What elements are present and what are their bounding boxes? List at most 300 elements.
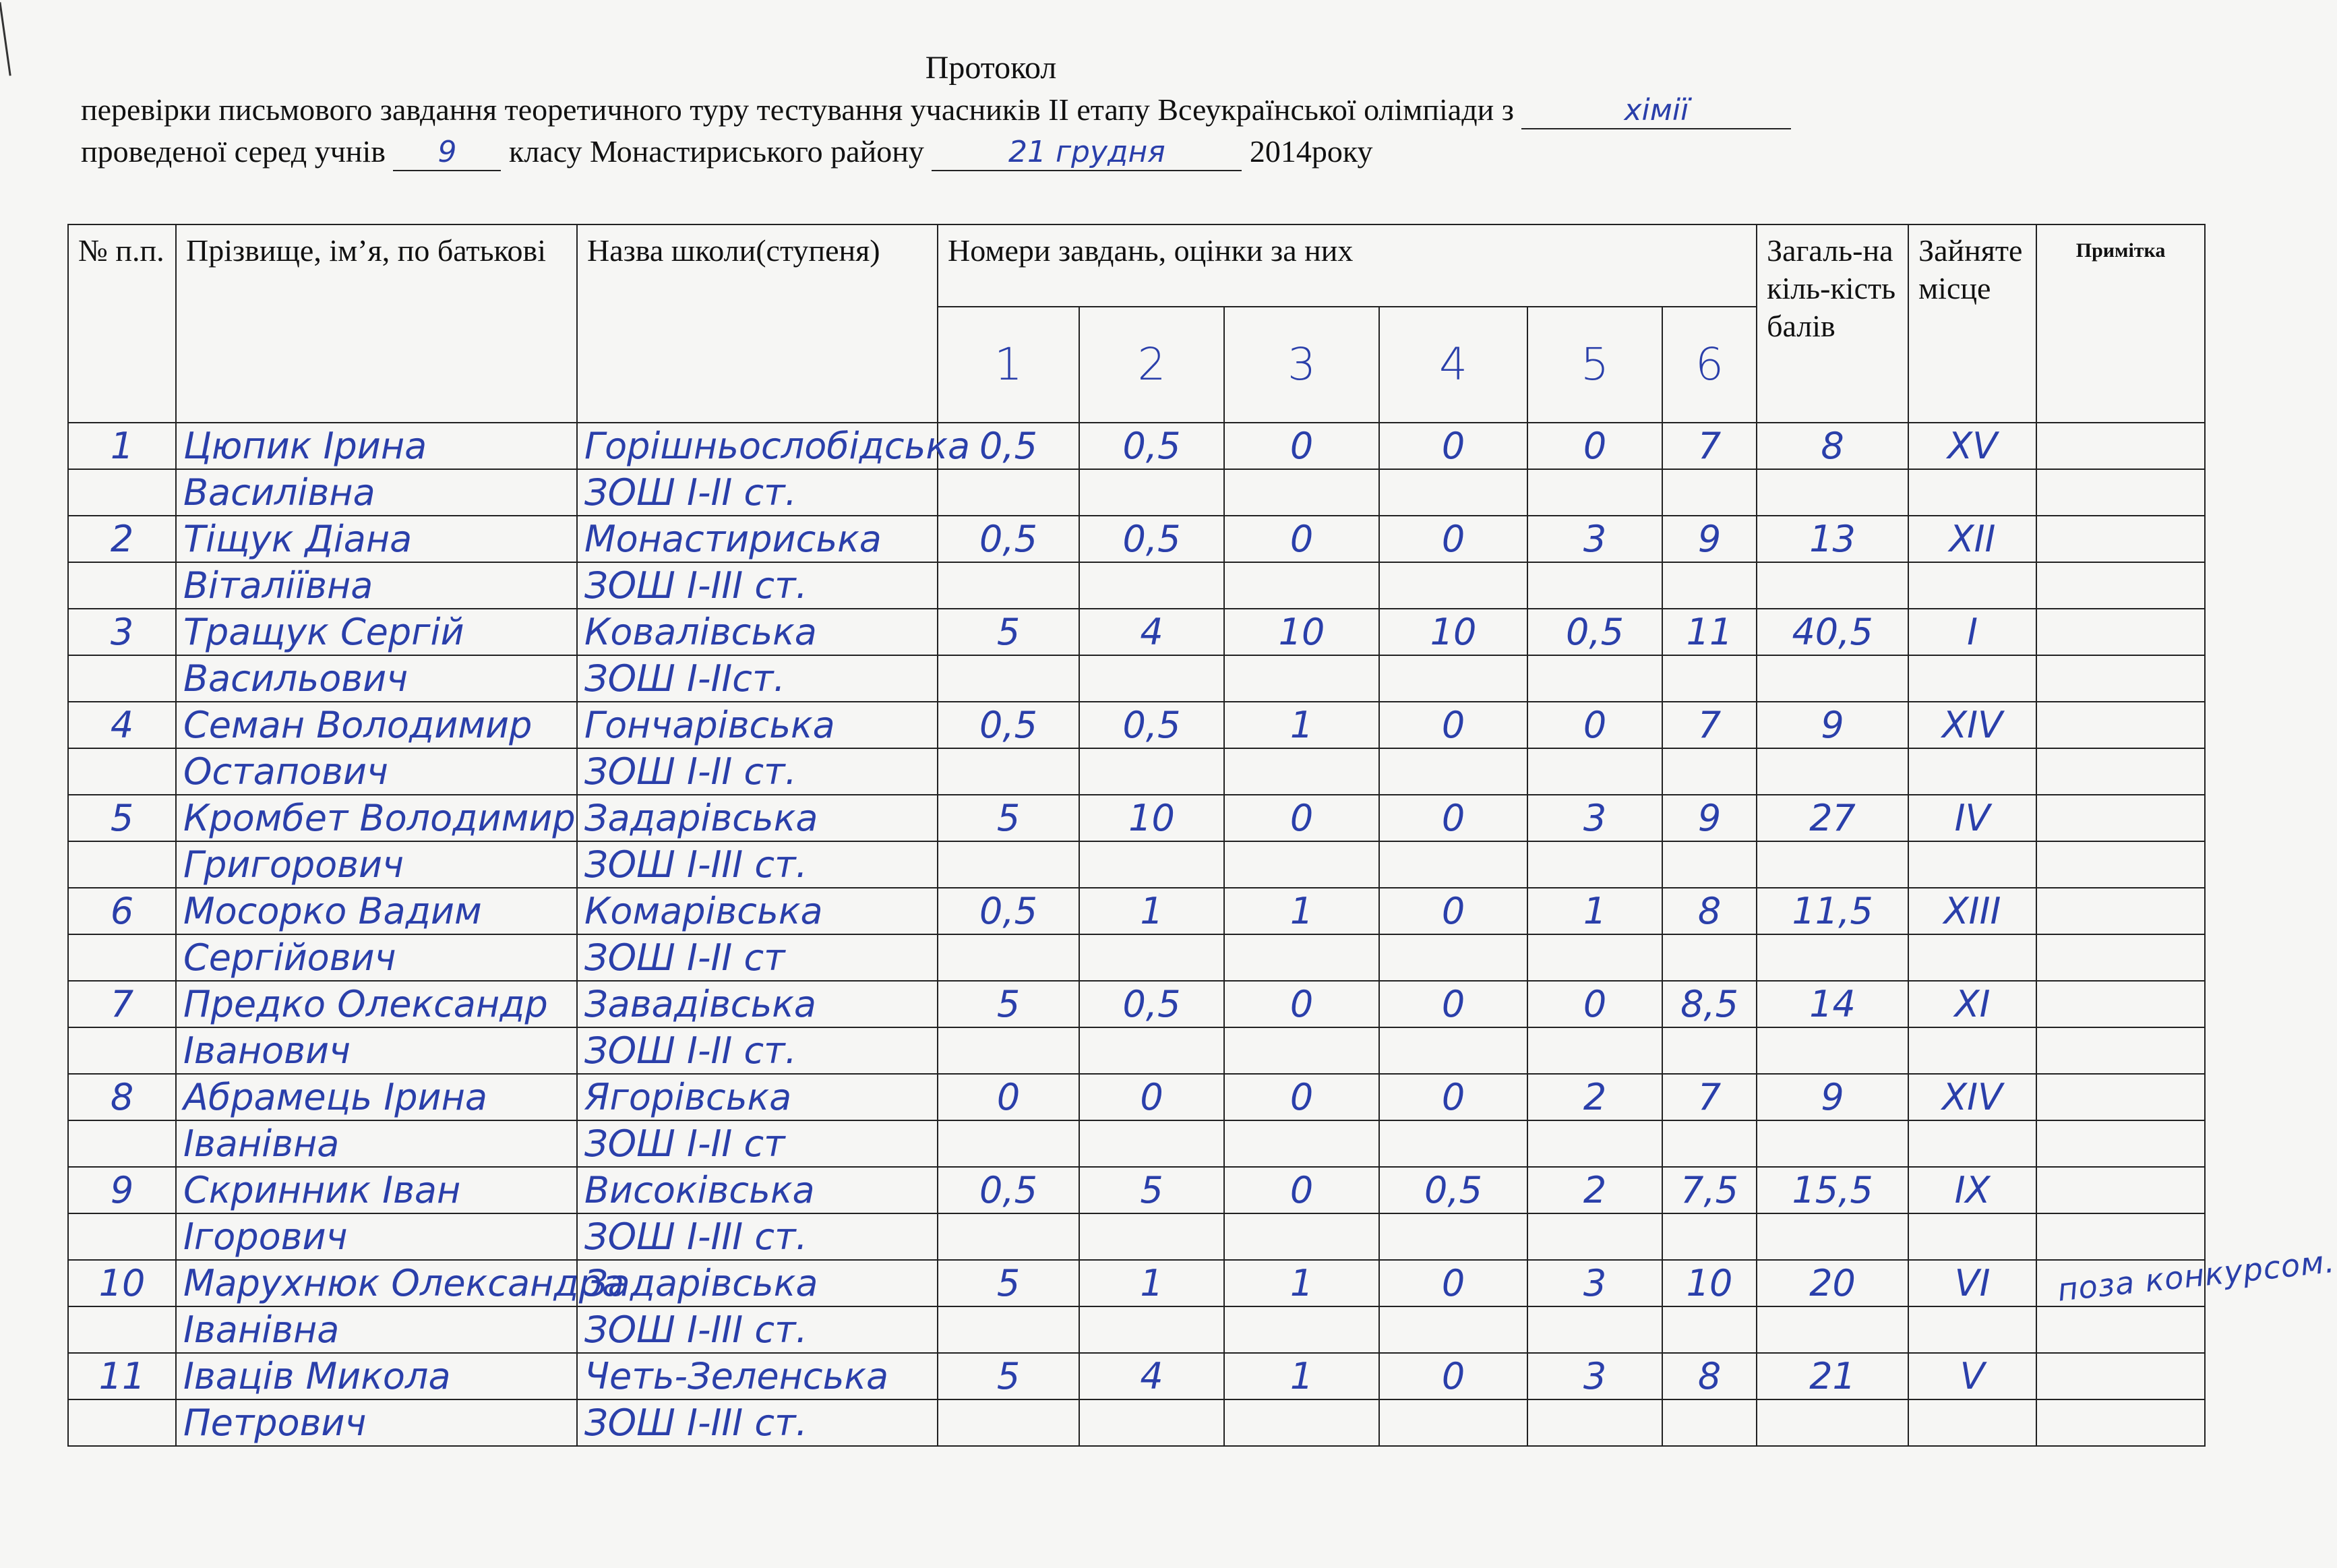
school-level: ЗОШ І-ІІІ ст. [577, 841, 938, 888]
score-cell-empty [938, 1306, 1079, 1353]
score-cell-empty [1379, 748, 1527, 795]
score-cell-empty [1079, 469, 1224, 516]
place: IX [1908, 1167, 2036, 1213]
place-cell-empty [1908, 469, 2036, 516]
score-task-4: 0 [1379, 702, 1527, 748]
score-cell-empty [1379, 469, 1527, 516]
score-cell-empty [1662, 1120, 1757, 1167]
student-patronymic: Григорович [176, 841, 577, 888]
total-score: 20 [1757, 1260, 1908, 1306]
results-table [67, 224, 2337, 1447]
total-score: 27 [1757, 795, 1908, 841]
table-row [68, 702, 2205, 748]
score-cell-empty [1662, 1027, 1757, 1074]
student-patronymic: Іванович [176, 1027, 577, 1074]
student-patronymic: Іванівна [176, 1120, 577, 1167]
score-task-1: 5 [938, 609, 1079, 655]
score-cell-empty [1662, 655, 1757, 702]
score-task-2: 5 [1079, 1167, 1224, 1213]
school-name: Ковалівська [577, 609, 938, 655]
note [2034, 879, 2207, 943]
score-cell-empty [1527, 934, 1662, 981]
score-task-6: 8 [1662, 888, 1757, 934]
score-task-2: 4 [1079, 609, 1224, 655]
score-cell-empty [1527, 1213, 1662, 1260]
total-cell-empty [1757, 562, 1908, 609]
row-number-continuation [68, 934, 176, 981]
score-cell-empty [1662, 934, 1757, 981]
table-row-continuation [68, 1399, 2205, 1446]
col-header-school: Назва школи(ступеня) [577, 224, 938, 423]
score-task-3: 1 [1224, 1260, 1379, 1306]
score-cell-empty [1224, 1399, 1379, 1446]
score-task-4: 10 [1379, 609, 1527, 655]
school-level: ЗОШ І-ІІ ст. [577, 469, 938, 516]
score-cell-empty [1379, 1027, 1527, 1074]
score-cell-empty [1662, 841, 1757, 888]
school-level: ЗОШ І-ІІст. [577, 655, 938, 702]
student-surname-name: Мосорко Вадим [176, 888, 577, 934]
score-task-3: 1 [1224, 702, 1379, 748]
table-row-continuation [68, 562, 2205, 609]
score-cell-empty [938, 1399, 1079, 1446]
row-number-continuation [68, 655, 176, 702]
score-task-5: 2 [1527, 1167, 1662, 1213]
student-patronymic: Іванівна [176, 1306, 577, 1353]
student-patronymic: Васильович [176, 655, 577, 702]
score-task-1: 5 [938, 1353, 1079, 1399]
score-cell-empty [938, 1120, 1079, 1167]
student-surname-name: Предко Олександр [176, 981, 577, 1027]
score-task-2: 4 [1079, 1353, 1224, 1399]
score-task-2: 0,5 [1079, 516, 1224, 562]
table-row [68, 609, 2205, 655]
place: I [1908, 609, 2036, 655]
score-task-1: 0,5 [938, 702, 1079, 748]
score-task-2: 0,5 [1079, 702, 1224, 748]
note: поза конкурсом. [2034, 1251, 2207, 1315]
score-task-3: 0 [1224, 795, 1379, 841]
student-surname-name: Скринник Іван [176, 1167, 577, 1213]
row-number-continuation [68, 1399, 176, 1446]
score-cell-empty [938, 562, 1079, 609]
col-header-place: Зайняте місце [1908, 224, 2036, 423]
score-cell-empty [1527, 469, 1662, 516]
score-cell-empty [1379, 1306, 1527, 1353]
total-score: 9 [1757, 702, 1908, 748]
total-cell-empty [1757, 655, 1908, 702]
score-cell-empty [1079, 934, 1224, 981]
place: V [1908, 1353, 2036, 1399]
total-score: 8 [1757, 423, 1908, 469]
score-cell-empty [938, 469, 1079, 516]
table-row-continuation [68, 1027, 2205, 1074]
row-number-continuation [68, 469, 176, 516]
total-score: 21 [1757, 1353, 1908, 1399]
row-number: 7 [68, 981, 176, 1027]
student-surname-name: Іваців Микола [176, 1353, 577, 1399]
score-task-1: 5 [938, 981, 1079, 1027]
table-row [68, 423, 2205, 469]
school-level: ЗОШ І-ІІІ ст. [577, 1213, 938, 1260]
school-level: ЗОШ І-ІІ ст. [577, 1027, 938, 1074]
total-cell-empty [1757, 469, 1908, 516]
row-number-continuation [68, 841, 176, 888]
table-row-continuation [68, 1213, 2205, 1260]
place: XIV [1908, 1074, 2036, 1120]
score-task-4: 0 [1379, 981, 1527, 1027]
score-cell-empty [938, 841, 1079, 888]
col-header-note: Примітка [2036, 224, 2205, 423]
score-task-3: 0 [1224, 1074, 1379, 1120]
score-task-3: 0 [1224, 423, 1379, 469]
score-cell-empty [1527, 655, 1662, 702]
total-score: 14 [1757, 981, 1908, 1027]
score-task-5: 0 [1527, 423, 1662, 469]
note-cell-empty [2036, 1399, 2205, 1446]
score-cell-empty [1079, 1399, 1224, 1446]
place-cell-empty [1908, 841, 2036, 888]
score-task-2: 1 [1079, 888, 1224, 934]
place-cell-empty [1908, 1306, 2036, 1353]
score-task-2: 0,5 [1079, 423, 1224, 469]
total-cell-empty [1757, 841, 1908, 888]
date-field: 21 грудня [932, 135, 1242, 171]
row-number: 1 [68, 423, 176, 469]
total-score: 11,5 [1757, 888, 1908, 934]
score-task-3: 1 [1224, 888, 1379, 934]
score-task-5: 3 [1527, 1260, 1662, 1306]
row-number-continuation [68, 1120, 176, 1167]
score-cell-empty [938, 748, 1079, 795]
place-cell-empty [1908, 562, 2036, 609]
place-cell-empty [1908, 1213, 2036, 1260]
score-cell-empty [1224, 1306, 1379, 1353]
score-task-6: 7 [1662, 1074, 1757, 1120]
score-cell-empty [1224, 841, 1379, 888]
score-task-4: 0 [1379, 1260, 1527, 1306]
total-score: 9 [1757, 1074, 1908, 1120]
score-cell-empty [1662, 748, 1757, 795]
score-task-3: 0 [1224, 981, 1379, 1027]
student-surname-name: Марухнюк Олександра [176, 1260, 577, 1306]
score-task-1: 5 [938, 1260, 1079, 1306]
score-task-3: 0 [1224, 1167, 1379, 1213]
score-task-3: 1 [1224, 1353, 1379, 1399]
row-number: 6 [68, 888, 176, 934]
place: XII [1908, 516, 2036, 562]
table-row-continuation [68, 1120, 2205, 1167]
place-cell-empty [1908, 1399, 2036, 1446]
score-cell-empty [1527, 841, 1662, 888]
score-task-5: 0,5 [1527, 609, 1662, 655]
total-cell-empty [1757, 1399, 1908, 1446]
row-number-continuation [68, 1306, 176, 1353]
score-cell-empty [1527, 748, 1662, 795]
table-row [68, 1353, 2205, 1399]
student-patronymic: Василівна [176, 469, 577, 516]
results-rows [68, 423, 2337, 1446]
score-cell-empty [1379, 655, 1527, 702]
student-surname-name: Цюпик Ірина [176, 423, 577, 469]
score-task-1: 0 [938, 1074, 1079, 1120]
school-level: ЗОШ І-ІІІ ст. [577, 562, 938, 609]
score-cell-empty [1224, 1027, 1379, 1074]
table-row [68, 1260, 2205, 1306]
place: IV [1908, 795, 2036, 841]
place: XIV [1908, 702, 2036, 748]
score-task-1: 0,5 [938, 516, 1079, 562]
score-cell-empty [1662, 1306, 1757, 1353]
score-cell-empty [1379, 934, 1527, 981]
place-cell-empty [1908, 934, 2036, 981]
score-cell-empty [1079, 1027, 1224, 1074]
score-cell-empty [1079, 655, 1224, 702]
table-row [68, 1167, 2205, 1213]
protocol-header [81, 47, 2238, 173]
task-number-4: 4 [1379, 307, 1527, 423]
school-level: ЗОШ І-ІІ ст [577, 934, 938, 981]
student-surname-name: Семан Володимир [176, 702, 577, 748]
score-task-5: 0 [1527, 702, 1662, 748]
task-number-3: 3 [1224, 307, 1379, 423]
score-cell-empty [1527, 1399, 1662, 1446]
score-task-6: 8 [1662, 1353, 1757, 1399]
col-header-name: Прізвище, ім’я, по батькові [176, 224, 577, 423]
student-patronymic: Остапович [176, 748, 577, 795]
score-task-4: 0 [1379, 1353, 1527, 1399]
table-row [68, 888, 2205, 934]
header-line2-prefix: проведеної серед учнів [81, 134, 386, 169]
table-row-continuation [68, 841, 2205, 888]
student-patronymic: Ігорович [176, 1213, 577, 1260]
score-cell-empty [1662, 1213, 1757, 1260]
score-cell-empty [1379, 1120, 1527, 1167]
place: VI [1908, 1260, 2036, 1306]
score-cell-empty [938, 1027, 1079, 1074]
score-cell-empty [1079, 562, 1224, 609]
table-row-continuation [68, 655, 2205, 702]
score-task-2: 0,5 [1079, 981, 1224, 1027]
place-cell-empty [1908, 1120, 2036, 1167]
score-task-5: 3 [1527, 516, 1662, 562]
col-header-total: Загаль-на кіль-кість балів [1757, 224, 1908, 423]
table-row [68, 516, 2205, 562]
school-name: Задарівська [577, 795, 938, 841]
score-cell-empty [1224, 934, 1379, 981]
score-task-1: 5 [938, 795, 1079, 841]
score-cell-empty [1379, 562, 1527, 609]
student-patronymic: Віталіївна [176, 562, 577, 609]
row-number: 2 [68, 516, 176, 562]
score-task-6: 7 [1662, 423, 1757, 469]
score-task-5: 2 [1527, 1074, 1662, 1120]
score-cell-empty [1379, 841, 1527, 888]
score-task-5: 3 [1527, 1353, 1662, 1399]
note [2034, 507, 2207, 571]
score-task-6: 9 [1662, 516, 1757, 562]
place-cell-empty [1908, 655, 2036, 702]
score-cell-empty [1079, 841, 1224, 888]
score-cell-empty [1379, 1399, 1527, 1446]
school-name: Завадівська [577, 981, 938, 1027]
col-header-num: № п.п. [68, 224, 176, 423]
school-name: Ягорівська [577, 1074, 938, 1120]
score-cell-empty [1527, 1027, 1662, 1074]
score-task-5: 0 [1527, 981, 1662, 1027]
total-cell-empty [1757, 1120, 1908, 1167]
total-cell-empty [1757, 1027, 1908, 1074]
score-cell-empty [1079, 1306, 1224, 1353]
note [2034, 600, 2207, 664]
place: XIII [1908, 888, 2036, 934]
score-cell-empty [1662, 1399, 1757, 1446]
table-row-continuation [68, 469, 2205, 516]
note [2034, 1158, 2207, 1222]
header-line2-mid: класу Монастириського району [508, 134, 924, 169]
score-task-3: 10 [1224, 609, 1379, 655]
results-table-wrap [67, 224, 2337, 1447]
score-task-4: 0 [1379, 423, 1527, 469]
student-surname-name: Тращук Сергій [176, 609, 577, 655]
school-name: Гончарівська [577, 702, 938, 748]
task-number-6: 6 [1662, 307, 1757, 423]
header-line2-suffix: 2014року [1249, 134, 1373, 169]
score-task-1: 0,5 [938, 1167, 1079, 1213]
score-task-4: 0 [1379, 888, 1527, 934]
school-name: Монастириська [577, 516, 938, 562]
row-number: 3 [68, 609, 176, 655]
score-cell-empty [1379, 1213, 1527, 1260]
header-line1-text: перевірки письмового завдання теоретичного туру тестування учасників ІІ етапу Всеукраїнської олімпіади з [81, 92, 1514, 127]
score-cell-empty [938, 934, 1079, 981]
score-task-1: 0,5 [938, 888, 1079, 934]
total-score: 40,5 [1757, 609, 1908, 655]
table-row [68, 1074, 2205, 1120]
school-level: ЗОШ І-ІІІ ст. [577, 1306, 938, 1353]
total-score: 15,5 [1757, 1167, 1908, 1213]
row-number: 9 [68, 1167, 176, 1213]
score-cell-empty [1224, 562, 1379, 609]
total-cell-empty [1757, 1213, 1908, 1260]
place-cell-empty [1908, 1027, 2036, 1074]
score-task-6: 8,5 [1662, 981, 1757, 1027]
score-cell-empty [1079, 748, 1224, 795]
table-row-continuation [68, 748, 2205, 795]
score-task-2: 0 [1079, 1074, 1224, 1120]
header-line-2 [81, 131, 2238, 173]
col-header-tasks: Номери завдань, оцінки за них [938, 224, 1757, 307]
score-task-5: 3 [1527, 795, 1662, 841]
note [2034, 786, 2207, 850]
score-cell-empty [1527, 1306, 1662, 1353]
note [2034, 1344, 2207, 1408]
score-cell-empty [1224, 655, 1379, 702]
score-task-1: 0,5 [938, 423, 1079, 469]
score-cell-empty [1079, 1213, 1224, 1260]
score-task-6: 10 [1662, 1260, 1757, 1306]
score-cell-empty [938, 1213, 1079, 1260]
protocol-title: Протокол [925, 50, 1057, 86]
grade-field: 9 [393, 135, 501, 171]
score-cell-empty [1224, 469, 1379, 516]
score-task-6: 9 [1662, 795, 1757, 841]
score-cell-empty [1527, 562, 1662, 609]
score-task-6: 7 [1662, 702, 1757, 748]
place: XV [1908, 423, 2036, 469]
row-number: 4 [68, 702, 176, 748]
task-number-1: 1 [938, 307, 1079, 423]
school-name: Горішньослобідська [577, 423, 938, 469]
school-level: ЗОШ І-ІІ ст. [577, 748, 938, 795]
school-name: Четь-Зеленська [577, 1353, 938, 1399]
place: XI [1908, 981, 2036, 1027]
score-task-4: 0 [1379, 795, 1527, 841]
score-task-3: 0 [1224, 516, 1379, 562]
place-cell-empty [1908, 748, 2036, 795]
score-task-6: 11 [1662, 609, 1757, 655]
total-score: 13 [1757, 516, 1908, 562]
table-row [68, 981, 2205, 1027]
student-surname-name: Тіщук Діана [176, 516, 577, 562]
note [2034, 1065, 2207, 1129]
score-cell-empty [1224, 1120, 1379, 1167]
score-cell-empty [1662, 469, 1757, 516]
total-cell-empty [1757, 748, 1908, 795]
row-number: 8 [68, 1074, 176, 1120]
row-number-continuation [68, 562, 176, 609]
score-task-4: 0 [1379, 1074, 1527, 1120]
total-cell-empty [1757, 934, 1908, 981]
score-task-2: 1 [1079, 1260, 1224, 1306]
school-level: ЗОШ І-ІІ ст [577, 1120, 938, 1167]
school-name: Високівська [577, 1167, 938, 1213]
row-number-continuation [68, 748, 176, 795]
note [2034, 972, 2207, 1036]
student-patronymic: Сергійович [176, 934, 577, 981]
score-cell-empty [1662, 562, 1757, 609]
score-task-2: 10 [1079, 795, 1224, 841]
score-cell-empty [1079, 1120, 1224, 1167]
student-surname-name: Абрамець Ірина [176, 1074, 577, 1120]
score-task-6: 7,5 [1662, 1167, 1757, 1213]
row-number: 11 [68, 1353, 176, 1399]
total-cell-empty [1757, 1306, 1908, 1353]
header-line-1 [81, 89, 2238, 131]
score-cell-empty [1527, 1120, 1662, 1167]
score-cell-empty [1224, 748, 1379, 795]
row-number-continuation [68, 1027, 176, 1074]
table-row [68, 795, 2205, 841]
row-number-continuation [68, 1213, 176, 1260]
table-row-continuation [68, 934, 2205, 981]
score-task-4: 0 [1379, 516, 1527, 562]
school-name: Задарівська [577, 1260, 938, 1306]
row-number: 10 [68, 1260, 176, 1306]
student-patronymic: Петрович [176, 1399, 577, 1446]
note [2034, 414, 2207, 478]
task-number-2: 2 [1079, 307, 1224, 423]
student-surname-name: Кромбет Володимир [176, 795, 577, 841]
school-level: ЗОШ І-ІІІ ст. [577, 1399, 938, 1446]
subject-field: хімії [1521, 93, 1791, 129]
table-row-continuation [68, 1306, 2205, 1353]
task-number-5: 5 [1527, 307, 1662, 423]
score-cell-empty [938, 655, 1079, 702]
row-number: 5 [68, 795, 176, 841]
school-name: Комарівська [577, 888, 938, 934]
score-task-5: 1 [1527, 888, 1662, 934]
